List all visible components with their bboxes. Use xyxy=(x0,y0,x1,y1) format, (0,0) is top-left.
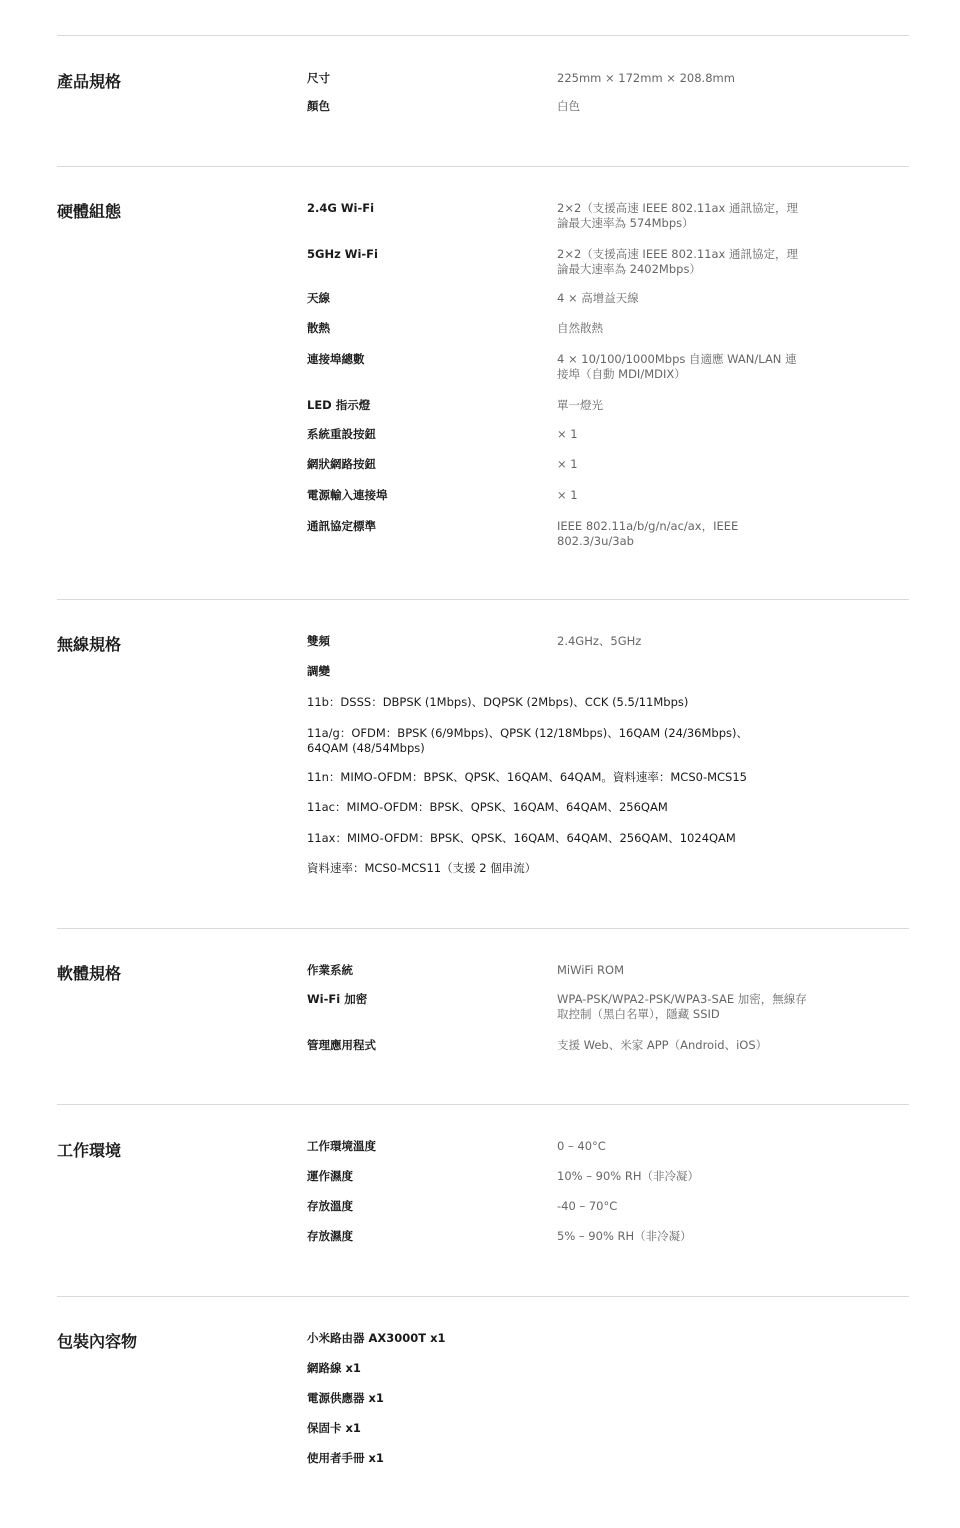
section-divider xyxy=(57,1104,909,1105)
spec-label-size: 尺寸 xyxy=(307,71,330,85)
package-item-warranty-card: 保固卡 x1 xyxy=(307,1421,361,1435)
spec-label-antenna: 天線 xyxy=(307,291,330,305)
package-item-user-manual: 使用者手冊 x1 xyxy=(307,1451,384,1465)
spec-label-os: 作業系統 xyxy=(307,963,353,977)
modulation-line-11ax: 11ax：MIMO-OFDM：BPSK、QPSK、16QAM、64QAM、256QAM、1024QAM xyxy=(307,831,736,845)
spec-label-led: LED 指示燈 xyxy=(307,398,371,412)
section-divider xyxy=(57,166,909,167)
spec-value-24g-wifi: 2×2（支援高速 IEEE 802.11ax 通訊協定，理論最大速率為 574Mbps） xyxy=(557,201,799,230)
spec-label-power-port: 電源輸入連接埠 xyxy=(307,488,388,502)
spec-value-management-app: 支援 Web、米家 APP（Android、iOS） xyxy=(557,1038,768,1052)
spec-label-protocol: 通訊協定標準 xyxy=(307,519,376,533)
package-item-router: 小米路由器 AX3000T x1 xyxy=(307,1331,446,1345)
spec-label-wifi-encryption: Wi-Fi 加密 xyxy=(307,992,368,1006)
spec-value-ports: 4 × 10/100/1000Mbps 自適應 WAN/LAN 連接埠（自動 MDI/MDIX） xyxy=(557,352,797,381)
modulation-line-11ac: 11ac：MIMO-OFDM：BPSK、QPSK、16QAM、64QAM、256QAM xyxy=(307,800,668,814)
modulation-line-11ag: 11a/g：OFDM：BPSK (6/9Mbps)、QPSK (12/18Mbps)、16QAM (24/36Mbps)、64QAM (48/54Mbps) xyxy=(307,726,748,755)
spec-value-operating-humidity: 10% – 90% RH（非冷凝） xyxy=(557,1169,699,1183)
spec-value-reset-button: × 1 xyxy=(557,427,578,441)
spec-label-cooling: 散熱 xyxy=(307,321,330,335)
spec-label-ports: 連接埠總數 xyxy=(307,352,365,366)
spec-label-storage-humidity: 存放濕度 xyxy=(307,1229,353,1243)
spec-label-reset-button: 系統重設按鈕 xyxy=(307,427,376,441)
section-divider xyxy=(57,599,909,600)
spec-value-protocol: IEEE 802.11a/b/g/n/ac/ax，IEEE 802.3/3u/3ab xyxy=(557,519,739,548)
modulation-line-11b: 11b：DSSS：DBPSK (1Mbps)、DQPSK (2Mbps)、CCK (5.5/11Mbps) xyxy=(307,695,689,709)
spec-label-operating-temp: 工作環境溫度 xyxy=(307,1139,376,1153)
spec-value-storage-temp: -40 – 70°C xyxy=(557,1199,618,1213)
spec-value-wifi-encryption: WPA-PSK/WPA2-PSK/WPA3-SAE 加密，無線存取控制（黑白名單），隱藏 SSID xyxy=(557,992,807,1021)
spec-label-band: 雙頻 xyxy=(307,634,330,648)
section-title-environment: 工作環境 xyxy=(57,1141,122,1160)
section-title-package: 包裝內容物 xyxy=(57,1332,138,1351)
spec-value-size: 225mm × 172mm × 208.8mm xyxy=(557,71,735,85)
spec-label-operating-humidity: 運作濕度 xyxy=(307,1169,353,1183)
spec-label-modulation: 調變 xyxy=(307,664,330,678)
spec-value-cooling: 自然散熱 xyxy=(557,321,603,335)
section-divider xyxy=(57,1296,909,1297)
spec-value-5g-wifi: 2×2（支援高速 IEEE 802.11ax 通訊協定，理論最大速率為 2402Mbps） xyxy=(557,247,799,276)
spec-label-management-app: 管理應用程式 xyxy=(307,1038,376,1052)
spec-value-led: 單一燈光 xyxy=(557,398,603,412)
spec-value-power-port: × 1 xyxy=(557,488,578,502)
section-divider xyxy=(57,35,909,36)
spec-label-mesh-button: 網狀網路按鈕 xyxy=(307,457,376,471)
spec-value-mesh-button: × 1 xyxy=(557,457,578,471)
section-title-wireless: 無線規格 xyxy=(57,635,122,654)
spec-value-color: 白色 xyxy=(557,99,580,113)
spec-label-color: 顏色 xyxy=(307,99,330,113)
spec-value-antenna: 4 × 高增益天線 xyxy=(557,291,639,305)
spec-value-band: 2.4GHz、5GHz xyxy=(557,634,642,648)
section-title-product: 產品規格 xyxy=(57,72,122,91)
spec-value-storage-humidity: 5% – 90% RH（非冷凝） xyxy=(557,1229,692,1243)
section-title-software: 軟體規格 xyxy=(57,964,122,983)
spec-label-storage-temp: 存放溫度 xyxy=(307,1199,353,1213)
package-item-power-adapter: 電源供應器 x1 xyxy=(307,1391,384,1405)
spec-label-24g-wifi: 2.4G Wi-Fi xyxy=(307,201,375,215)
package-item-cable: 網路線 x1 xyxy=(307,1361,361,1375)
modulation-line-11n: 11n：MIMO-OFDM：BPSK、QPSK、16QAM、64QAM。資料速率：MCS0-MCS15 xyxy=(307,770,747,784)
modulation-line-data-rate: 資料速率：MCS0-MCS11（支援 2 個串流） xyxy=(307,861,537,875)
section-title-hardware: 硬體組態 xyxy=(57,202,122,221)
section-divider xyxy=(57,928,909,929)
spec-value-operating-temp: 0 – 40°C xyxy=(557,1139,606,1153)
spec-label-5g-wifi: 5GHz Wi-Fi xyxy=(307,247,378,261)
spec-value-os: MiWiFi ROM xyxy=(557,963,625,977)
